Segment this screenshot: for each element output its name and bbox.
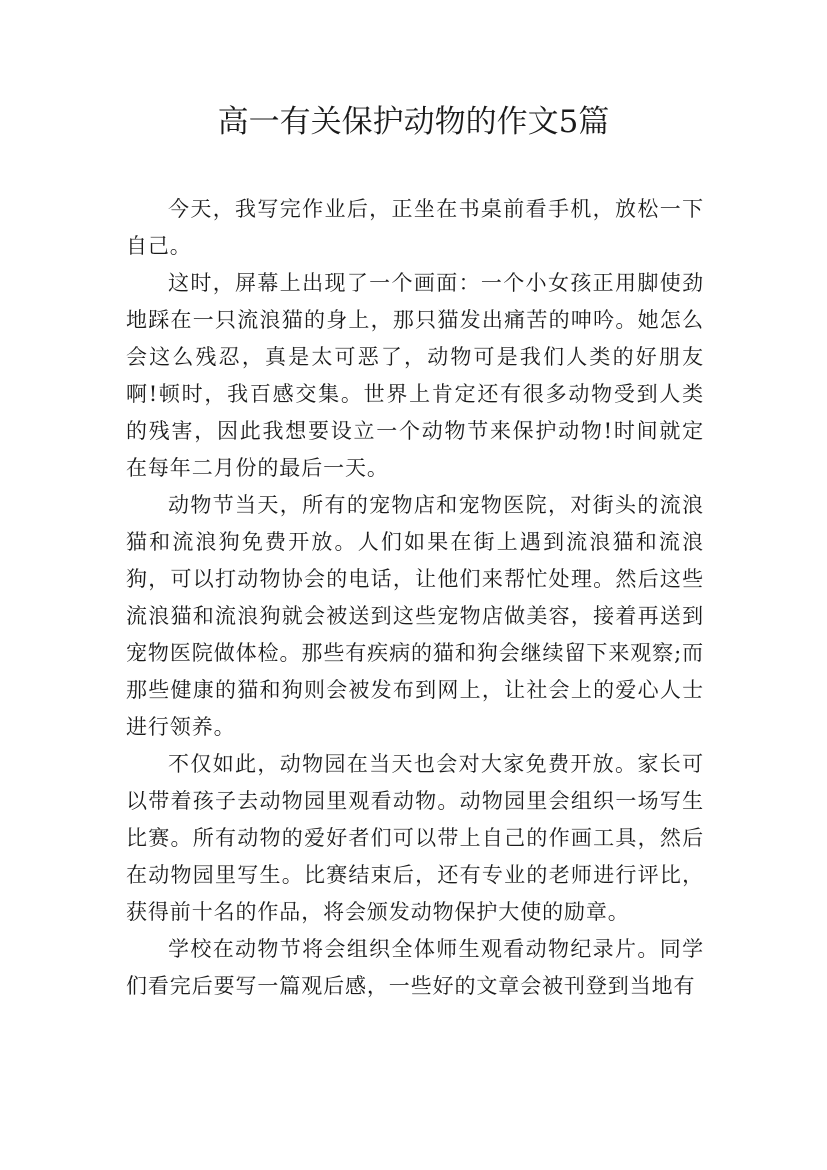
- paragraph-3: 动物节当天，所有的宠物店和宠物医院，对街头的流浪猫和流浪狗免费开放。人们如果在街上遇到流浪猫和流浪狗，可以打动物协会的电话，让他们来帮忙处理。然后这些流浪猫和流浪狗就会被送到这些宠物店做美容，接着再送到宠物医院做体检。那些有疾病的猫和狗会继续留下来观察;而那些健康的猫和狗则会被发布到网上，让社会上的爱心人士进行领养。: [126, 493, 704, 739]
- paragraph-4: 不仅如此，动物园在当天也会对大家免费开放。家长可以带着孩子去动物园里观看动物。动物园里会组织一场写生比赛。所有动物的爱好者们可以带上自己的作画工具，然后在动物园里写生。比赛结束后，还有专业的老师进行评比，获得前十名的作品，将会颁发动物保护大使的励章。: [126, 752, 704, 924]
- document-body: [126, 191, 704, 1005]
- paragraph-1: 今天，我写完作业后，正坐在书桌前看手机，放松一下自己。: [126, 197, 704, 258]
- paragraph-5: 学校在动物节将会组织全体师生观看动物纪录片。同学们看完后要写一篇观后感，一些好的文章会被刊登到当地有: [126, 937, 704, 998]
- document-title: 高一有关保护动物的作文5篇: [217, 104, 610, 140]
- paragraph-2: 这时，屏幕上出现了一个画面：一个小女孩正用脚使劲地踩在一只流浪猫的身上，那只猫发出痛苦的呻吟。她怎么会这么残忍，真是太可恶了，动物可是我们人类的好朋友啊!顿时，我百感交集。世界上肯定还有很多动物受到人类的残害，因此我想要设立一个动物节来保护动物!时间就定在每年二月份的最后一天。: [126, 271, 704, 480]
